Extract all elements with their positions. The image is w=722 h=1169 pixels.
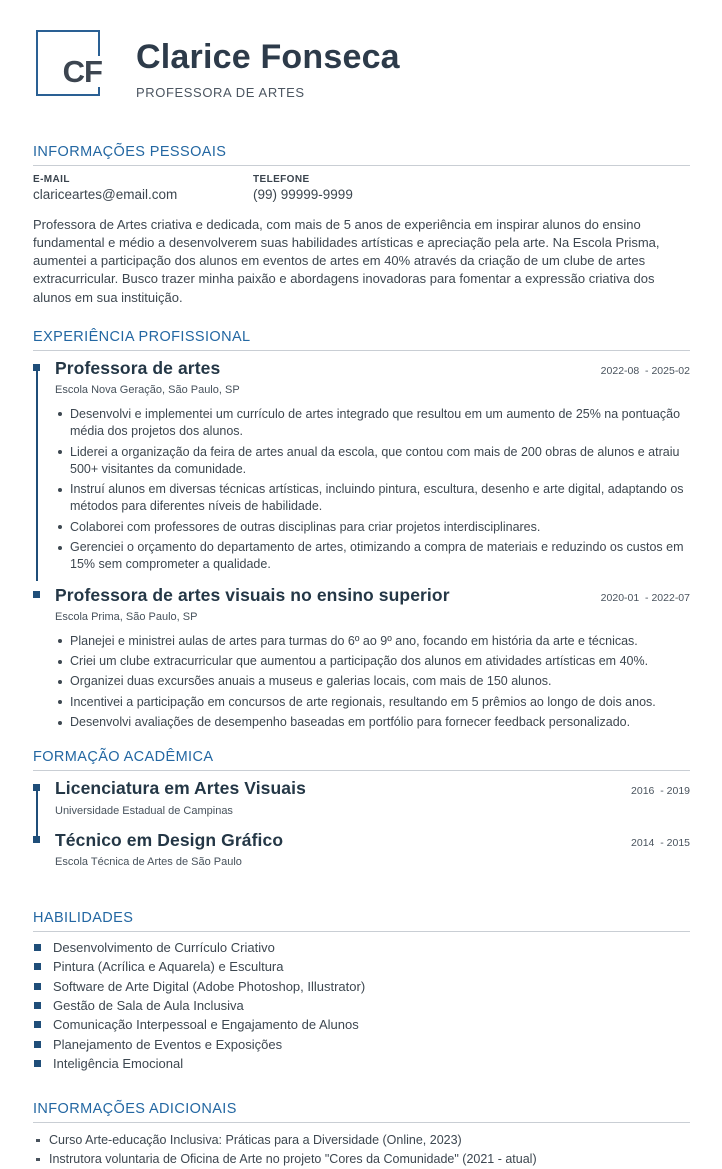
timeline-marker-icon	[33, 784, 40, 791]
experience-entry	[33, 359, 690, 574]
phone-value: (99) 99999-9999	[253, 186, 353, 202]
job-period: 2020-01 - 2022-07	[600, 591, 690, 604]
skill-item: Software de Arte Digital (Adobe Photoshop, Illustrator)	[33, 979, 690, 995]
contact-email	[33, 174, 253, 202]
job-bullet: Liderei a organização da feira de artes anual da escola, que contou com mais de 200 obras de alunos e atraiu 500+ visitantes da comunidade.	[55, 444, 690, 479]
section-additional-info	[33, 1101, 690, 1169]
job-bullet-list	[55, 633, 690, 731]
skill-item: Inteligência Emocional	[33, 1056, 690, 1072]
person-job-title: PROFESSORA DE ARTES	[136, 84, 305, 100]
degree-period: 2014 - 2015	[631, 836, 690, 849]
job-bullet: Planejei e ministrei aulas de artes para turmas do 6º ao 9º ano, focando em história da arte e técnicas.	[55, 633, 690, 650]
skill-item: Pintura (Acrílica e Aquarela) e Escultura	[33, 959, 690, 975]
job-bullet: Instruí alunos em diversas técnicas artísticas, incluindo pintura, escultura, desenho e arte digital, adaptando os métodos para diferentes níveis de habilidade.	[55, 481, 690, 516]
additional-info-item: Instrutora voluntaria de Oficina de Arte no projeto "Cores da Comunidade" (2021 - atual)	[33, 1150, 690, 1169]
experience-heading: EXPERIÊNCIA PROFISSIONAL	[33, 329, 690, 351]
monogram-badge	[36, 30, 100, 96]
job-title: Professora de artes visuais no ensino superior	[55, 584, 450, 605]
section-education	[33, 749, 690, 882]
skills-list	[33, 940, 690, 1073]
degree-title: Licenciatura em Artes Visuais	[55, 778, 306, 799]
email-label: E-MAIL	[33, 173, 70, 185]
job-bullet: Organizei duas excursões anuais a museus e galerias locais, com mais de 150 alunos.	[55, 673, 690, 690]
timeline-marker-icon	[33, 591, 40, 598]
job-company: Escola Nova Geração, São Paulo, SP	[55, 383, 240, 396]
section-personal-info	[33, 144, 690, 307]
job-bullet: Colaborei com professores de outras disciplinas para criar projetos interdisciplinares.	[55, 519, 690, 536]
job-bullet: Gerenciei o orçamento do departamento de artes, otimizando a compra de materiais e reduzindo os custos em 15% sem comprometer a qualidade.	[55, 539, 690, 574]
additional-info-list	[33, 1131, 690, 1169]
header	[33, 30, 690, 100]
email-value: clariceartes@email.com	[33, 186, 178, 202]
timeline-marker-icon	[33, 364, 40, 371]
additional-info-heading: INFORMAÇÕES ADICIONAIS	[33, 1101, 690, 1123]
contact-row	[33, 174, 690, 202]
education-heading: FORMAÇÃO ACADÊMICA	[33, 749, 690, 771]
personal-info-heading: INFORMAÇÕES PESSOAIS	[33, 144, 690, 166]
degree-period: 2016 - 2019	[631, 785, 690, 798]
degree-school: Escola Técnica de Artes de São Paulo	[55, 855, 242, 868]
education-entry	[33, 779, 690, 830]
job-title: Professora de artes	[55, 357, 221, 378]
skill-item: Desenvolvimento de Currículo Criativo	[33, 940, 690, 956]
profile-summary: Professora de Artes criativa e dedicada, com mais de 5 anos de experiência em inspirar alunos do ensino fundamental e médio a desenvolverem suas habilidades artísticas e apreciação pela arte. Na Escola Prisma, aumentei a participação dos alunos em eventos de artes em 40% através da criação de um clube de artes extracurricular. Busco trazer minha paixão e abordagens inovadoras para fomentar a expressão criativa dos alunos em sua instituição.	[33, 216, 660, 305]
job-company: Escola Prima, São Paulo, SP	[55, 610, 198, 623]
degree-school: Universidade Estadual de Campinas	[55, 804, 233, 817]
education-entries	[33, 779, 690, 882]
job-bullet: Desenvolvi e implementei um currículo de artes integrado que resultou em um aumento de 25% na pontuação média dos projetos dos alunos.	[55, 406, 690, 441]
job-bullet-list	[55, 406, 690, 574]
additional-info-item: Curso Arte-educação Inclusiva: Práticas para a Diversidade (Online, 2023)	[33, 1131, 690, 1150]
person-name: Clarice Fonseca	[136, 38, 400, 76]
skills-heading: HABILIDADES	[33, 910, 690, 932]
phone-label: TELEFONE	[253, 173, 310, 185]
header-text	[136, 30, 400, 100]
degree-title: Técnico em Design Gráfico	[55, 829, 284, 850]
job-period: 2022-08 - 2025-02	[600, 364, 690, 377]
experience-entries	[33, 359, 690, 732]
job-bullet: Desenvolvi avaliações de desempenho baseadas em portfólio para fornecer feedback personalizado.	[55, 714, 690, 731]
job-bullet: Incentivei a participação em concursos de arte regionais, resultando em 5 prêmios ao longo de dois anos.	[55, 694, 690, 711]
contact-phone	[253, 174, 353, 202]
education-entry	[33, 831, 690, 882]
skill-item: Gestão de Sala de Aula Inclusiva	[33, 998, 690, 1014]
skill-item: Comunicação Interpessoal e Engajamento de Alunos	[33, 1017, 690, 1033]
job-bullet: Criei um clube extracurricular que aumentou a participação dos alunos em atividades artísticas em 40%.	[55, 653, 690, 670]
skill-item: Planejamento de Eventos e Exposições	[33, 1037, 690, 1053]
section-skills	[33, 910, 690, 1073]
monogram-initials: CF	[57, 56, 104, 87]
timeline-marker-icon	[33, 836, 40, 843]
experience-entry	[33, 586, 690, 732]
section-experience	[33, 329, 690, 732]
